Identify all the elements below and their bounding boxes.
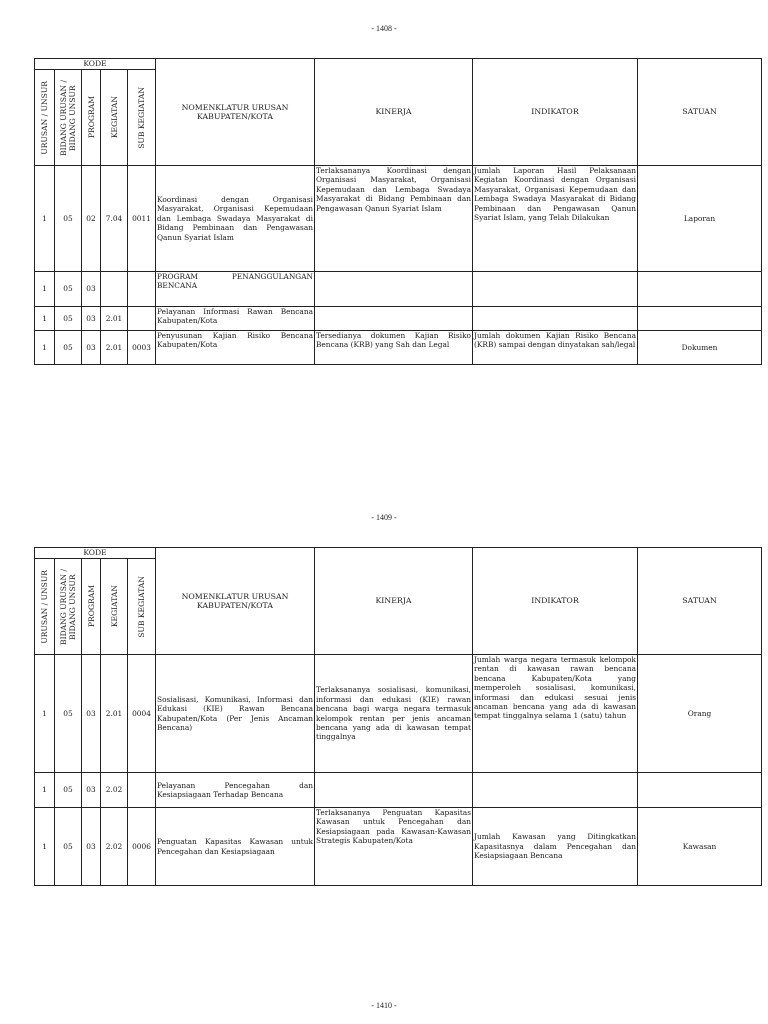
cell-bidang: 05 [55, 808, 82, 886]
cell-kinerja [315, 307, 473, 331]
cell-nomenklatur: Sosialisasi, Komunikasi, Informasi dan Edukasi (KIE) Rawan Bencana Kabupaten/Kota (Per Jenis Ancaman Bencana) [156, 655, 315, 773]
cell-urusan: 1 [35, 307, 55, 331]
cell-kinerja: Terlaksananya sosialisasi, komunikasi, informasi dan edukasi (KIE) rawan bencana bagi warga negara termasuk kelompok rentan per jenis ancaman bencana yang ada di kawasan tempat tinggalnya [315, 655, 473, 773]
cell-kegiatan: 2.02 [101, 808, 128, 886]
cell-urusan: 1 [35, 166, 55, 272]
cell-kinerja [315, 272, 473, 307]
bidang-header-label: BIDANG URUSAN / BIDANG UNSUR [59, 568, 77, 645]
page-number-top: - 1408 - [371, 24, 397, 33]
cell-sub-kegiatan [128, 773, 156, 808]
cell-kegiatan: 7.04 [101, 166, 128, 272]
cell-indikator [473, 307, 638, 331]
cell-satuan: Kawasan [638, 808, 762, 886]
cell-sub-kegiatan: 0006 [128, 808, 156, 886]
kegiatan-header-label: KEGIATAN [109, 585, 119, 628]
cell-kegiatan: 2.01 [101, 655, 128, 773]
kode-table-2 [34, 547, 762, 886]
bidang-header [55, 70, 82, 166]
sub-kegiatan-header-label: SUB KEGIATAN [137, 86, 146, 149]
cell-nomenklatur: Penguatan Kapasitas Kawasan untuk Pencegahan dan Kesiapsiagaan [156, 808, 315, 886]
cell-sub-kegiatan: 0004 [128, 655, 156, 773]
table-row [35, 773, 762, 808]
cell-nomenklatur: Koordinasi dengan Organisasi Masyarakat, Organisasi Kepemudaan dan Lembaga Swadaya Masyarakat di Bidang Pembinaan dan Pengawasan Qanun Syariat Islam [156, 166, 315, 272]
cell-bidang: 05 [55, 166, 82, 272]
cell-indikator [473, 272, 638, 307]
indikator-header: INDIKATOR [473, 59, 638, 166]
page-number-middle: - 1409 - [371, 513, 397, 522]
cell-indikator: Jumlah Kawasan yang Ditingkatkan Kapasitasnya dalam Pencegahan dan Kesiapsiagaan Bencana [473, 808, 638, 886]
cell-program: 03 [82, 272, 101, 307]
table-row [35, 655, 762, 773]
cell-satuan [638, 307, 762, 331]
cell-bidang: 05 [55, 307, 82, 331]
cell-satuan [638, 272, 762, 307]
kinerja-header: KINERJA [315, 59, 473, 166]
cell-program: 03 [82, 655, 101, 773]
urusan-header [35, 559, 55, 655]
table-row [35, 307, 762, 331]
cell-nomenklatur: Pelayanan Pencegahan dan Kesiapsiagaan Terhadap Bencana [156, 773, 315, 808]
urusan-header-label: URUSAN / UNSUR [40, 569, 49, 644]
cell-sub-kegiatan: 0011 [128, 166, 156, 272]
kode-header: KODE [35, 59, 156, 70]
cell-program: 02 [82, 166, 101, 272]
program-header-label: PROGRAM [86, 585, 96, 628]
cell-indikator [473, 773, 638, 808]
cell-satuan [638, 773, 762, 808]
cell-bidang: 05 [55, 655, 82, 773]
nomenklatur-header [156, 59, 315, 166]
cell-satuan: Laporan [638, 166, 762, 272]
nomenklatur-header [156, 548, 315, 655]
program-header-label: PROGRAM [86, 96, 96, 139]
cell-nomenklatur: Penyusunan Kajian Risiko Bencana Kabupaten/Kota [156, 331, 315, 365]
satuan-header: SATUAN [638, 548, 762, 655]
cell-kegiatan: 2.01 [101, 331, 128, 365]
cell-bidang: 05 [55, 272, 82, 307]
cell-indikator: Jumlah dokumen Kajian Risiko Bencana (KRB) sampai dengan dinyatakan sah/legal [473, 331, 638, 365]
table-row [35, 166, 762, 272]
cell-urusan: 1 [35, 272, 55, 307]
nomenklatur-header-label: NOMENKLATUR URUSAN KABUPATEN/KOTA [181, 102, 289, 121]
cell-kinerja: Tersedianya dokumen Kajian Risiko Bencana (KRB) yang Sah dan Legal [315, 331, 473, 365]
urusan-header-label: URUSAN / UNSUR [40, 80, 49, 155]
sub-kegiatan-header [128, 70, 156, 166]
cell-kinerja [315, 773, 473, 808]
cell-sub-kegiatan [128, 307, 156, 331]
cell-sub-kegiatan [128, 272, 156, 307]
cell-urusan: 1 [35, 655, 55, 773]
cell-indikator: Jumlah Laporan Hasil Pelaksanaan Kegiatan Koordinasi dengan Organisasi Masyarakat, Organisasi Kepemudaan dan Lembaga Swadaya Masyarakat di Bidang Pembinaan dan Pengawasan Qanun Syariat Islam, yang Telah Dilakukan [473, 166, 638, 272]
cell-program: 03 [82, 808, 101, 886]
sub-kegiatan-header [128, 559, 156, 655]
cell-program: 03 [82, 773, 101, 808]
cell-urusan: 1 [35, 773, 55, 808]
kode-table-1 [34, 58, 762, 365]
cell-urusan: 1 [35, 808, 55, 886]
table-row [35, 272, 762, 307]
cell-satuan: Dokumen [638, 331, 762, 365]
urusan-header [35, 70, 55, 166]
kinerja-header: KINERJA [315, 548, 473, 655]
indikator-header: INDIKATOR [473, 548, 638, 655]
program-header [82, 559, 101, 655]
satuan-header: SATUAN [638, 59, 762, 166]
cell-indikator: Jumlah warga negara termasuk kelompok rentan di kawasan rawan bencana bencana Kabupaten/Kota yang memperoleh sosialisasi, komunikasi, informasi dan edukasi sesuai jenis ancaman bencana yang ada di kawasan tempat tinggalnya selama 1 (satu) tahun [473, 655, 638, 773]
cell-program: 03 [82, 307, 101, 331]
kegiatan-header-label: KEGIATAN [109, 96, 119, 139]
kode-header: KODE [35, 548, 156, 559]
cell-nomenklatur: Pelayanan Informasi Rawan Bencana Kabupaten/Kota [156, 307, 315, 331]
bidang-header-label: BIDANG URUSAN / BIDANG UNSUR [59, 79, 77, 156]
cell-bidang: 05 [55, 773, 82, 808]
cell-program: 03 [82, 331, 101, 365]
program-header [82, 70, 101, 166]
kegiatan-header [101, 70, 128, 166]
sub-kegiatan-header-label: SUB KEGIATAN [137, 575, 146, 638]
cell-kegiatan: 2.02 [101, 773, 128, 808]
cell-kegiatan: 2.01 [101, 307, 128, 331]
cell-sub-kegiatan: 0003 [128, 331, 156, 365]
bidang-header [55, 559, 82, 655]
kegiatan-header [101, 559, 128, 655]
cell-kegiatan [101, 272, 128, 307]
table-row [35, 808, 762, 886]
cell-nomenklatur: PROGRAM PENANGGULANGAN BENCANA [156, 272, 315, 307]
cell-satuan: Orang [638, 655, 762, 773]
page-number-bottom: - 1410 - [371, 1001, 397, 1010]
cell-kinerja: Terlaksananya Penguatan Kapasitas Kawasan untuk Pencegahan dan Kesiapsiagaan pada Kawasan-Kawasan Strategis Kabupaten/Kota [315, 808, 473, 886]
nomenklatur-header-label: NOMENKLATUR URUSAN KABUPATEN/KOTA [181, 591, 289, 610]
table-row [35, 331, 762, 365]
cell-bidang: 05 [55, 331, 82, 365]
cell-urusan: 1 [35, 331, 55, 365]
cell-kinerja: Terlaksananya Koordinasi dengan Organisasi Masyarakat, Organisasi Kepemudaan dan Lembaga Swadaya Masyarakat di Bidang Pembinaan dan Pengawasan Qanun Syariat Islam [315, 166, 473, 272]
